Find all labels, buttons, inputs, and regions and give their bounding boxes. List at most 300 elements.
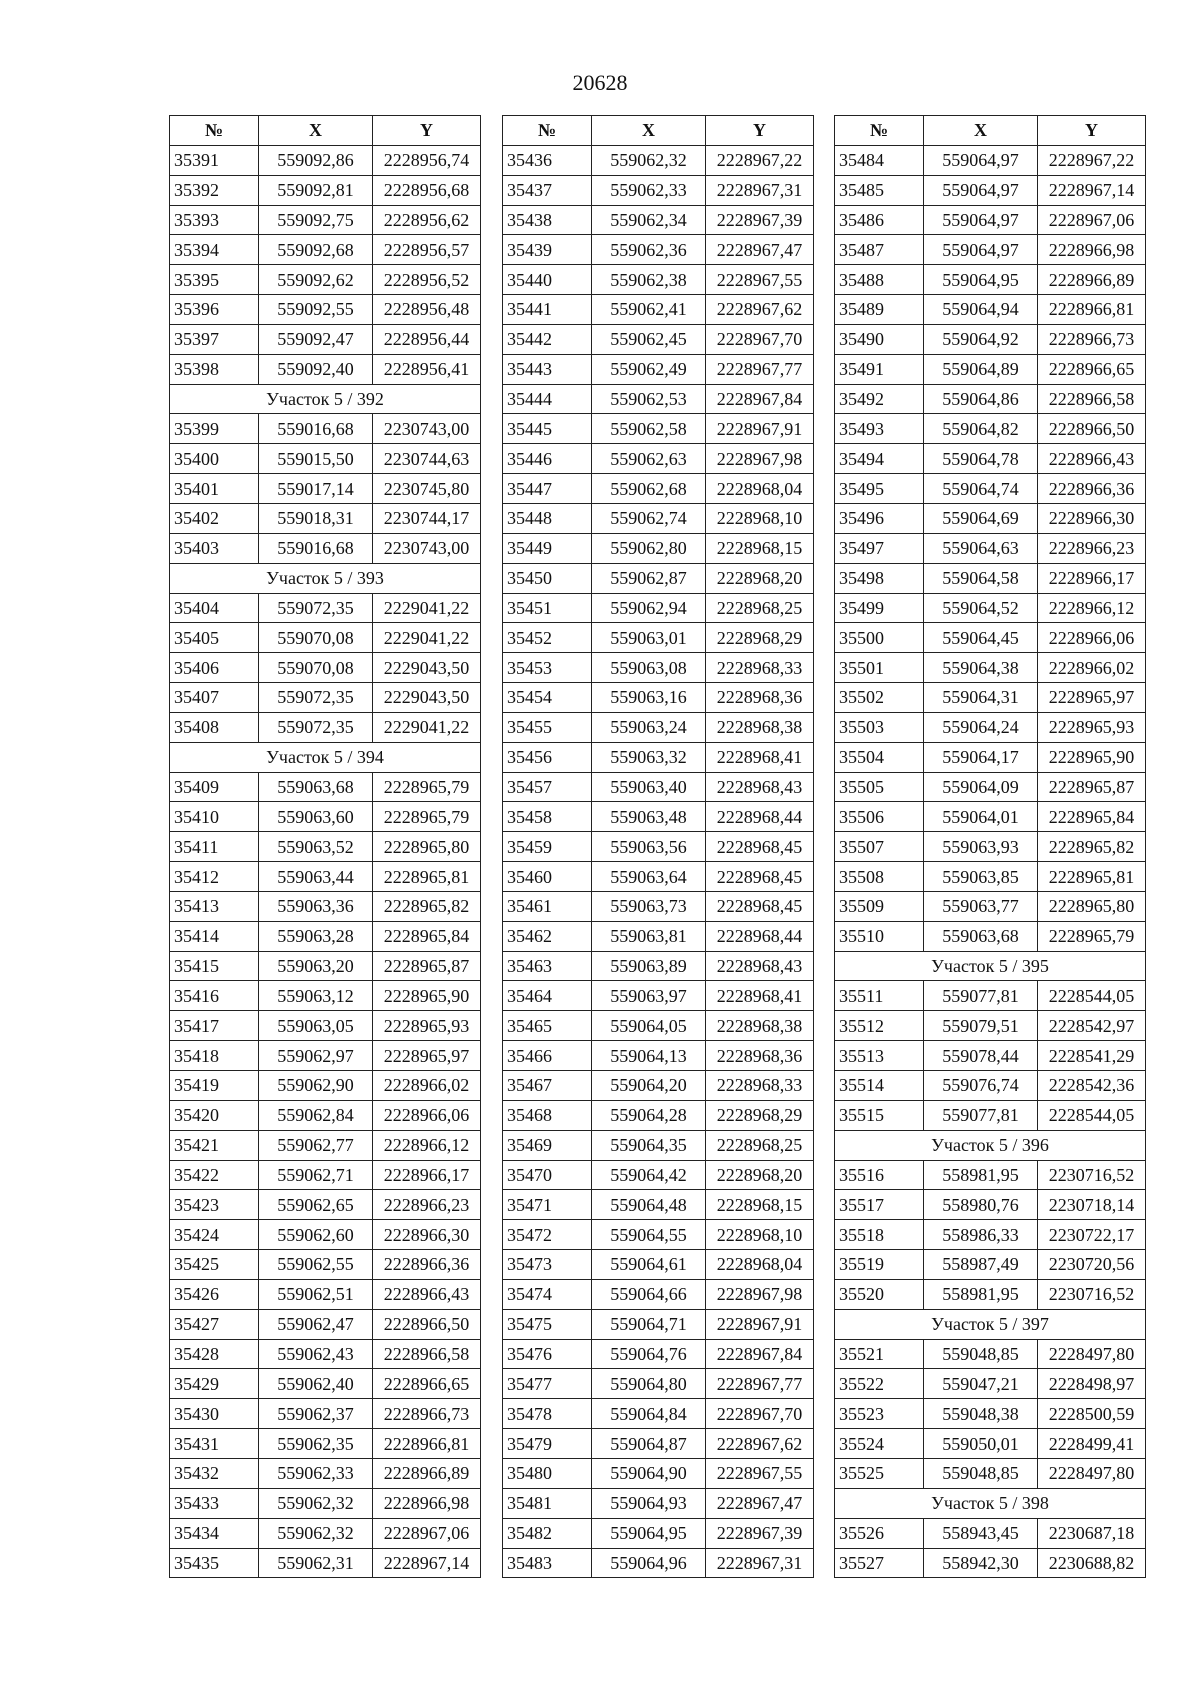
x-coordinate-cell: 559070,08	[259, 653, 373, 683]
x-coordinate-cell: 559064,38	[924, 653, 1038, 683]
x-coordinate-cell: 559062,34	[592, 205, 706, 235]
y-coordinate-cell: 2228968,41	[706, 981, 814, 1011]
y-coordinate-cell: 2228966,89	[1038, 265, 1146, 295]
y-coordinate-cell: 2229043,50	[373, 683, 481, 713]
table-row	[170, 832, 481, 862]
parcel-label: Участок 5 / 395	[835, 951, 1146, 981]
x-coordinate-cell: 558981,95	[924, 1279, 1038, 1309]
y-coordinate-cell: 2228965,79	[373, 802, 481, 832]
x-coordinate-cell: 559062,77	[259, 1130, 373, 1160]
x-coordinate-cell: 559062,32	[592, 145, 706, 175]
table-row	[835, 414, 1146, 444]
table-row	[835, 474, 1146, 504]
table-row	[170, 1548, 481, 1578]
table-row	[503, 474, 814, 504]
table-row	[503, 145, 814, 175]
column-header-number: №	[170, 116, 259, 146]
table-row	[170, 1011, 481, 1041]
x-coordinate-cell: 559063,52	[259, 832, 373, 862]
point-number-cell: 35468	[503, 1100, 592, 1130]
column-header-y: Y	[706, 116, 814, 146]
y-coordinate-cell: 2228966,23	[373, 1190, 481, 1220]
y-coordinate-cell: 2228967,62	[706, 295, 814, 325]
y-coordinate-cell: 2228968,15	[706, 533, 814, 563]
y-coordinate-cell: 2228966,02	[1038, 653, 1146, 683]
x-coordinate-cell: 559063,85	[924, 862, 1038, 892]
y-coordinate-cell: 2228967,47	[706, 235, 814, 265]
table-row	[503, 1190, 814, 1220]
table-row	[170, 265, 481, 295]
point-number-cell: 35461	[503, 891, 592, 921]
x-coordinate-cell: 559062,35	[259, 1429, 373, 1459]
y-coordinate-cell: 2229041,22	[373, 623, 481, 653]
x-coordinate-cell: 559063,64	[592, 862, 706, 892]
parcel-label: Участок 5 / 397	[835, 1309, 1146, 1339]
table-row	[835, 444, 1146, 474]
point-number-cell: 35391	[170, 145, 259, 175]
table-row	[503, 1130, 814, 1160]
parcel-label: Участок 5 / 398	[835, 1488, 1146, 1518]
table-row	[503, 444, 814, 474]
parcel-section-row	[170, 563, 481, 593]
y-coordinate-cell: 2228966,58	[1038, 384, 1146, 414]
y-coordinate-cell: 2228966,65	[1038, 354, 1146, 384]
x-coordinate-cell: 558980,76	[924, 1190, 1038, 1220]
x-coordinate-cell: 559062,37	[259, 1399, 373, 1429]
x-coordinate-cell: 559018,31	[259, 503, 373, 533]
table-row	[835, 563, 1146, 593]
table-row	[835, 683, 1146, 713]
table-row	[170, 653, 481, 683]
table-header-row	[170, 116, 481, 146]
point-number-cell: 35459	[503, 832, 592, 862]
table-row	[170, 802, 481, 832]
x-coordinate-cell: 559063,40	[592, 772, 706, 802]
x-coordinate-cell: 559062,33	[592, 175, 706, 205]
table-row	[835, 324, 1146, 354]
point-number-cell: 35493	[835, 414, 924, 444]
table-row	[170, 1250, 481, 1280]
point-number-cell: 35469	[503, 1130, 592, 1160]
coordinates-table-right	[834, 115, 1146, 1578]
x-coordinate-cell: 559070,08	[259, 623, 373, 653]
y-coordinate-cell: 2228966,06	[373, 1100, 481, 1130]
table-row	[835, 1518, 1146, 1548]
table-row	[170, 295, 481, 325]
table-row	[503, 503, 814, 533]
table-row	[835, 891, 1146, 921]
table-row	[835, 862, 1146, 892]
y-coordinate-cell: 2228965,79	[1038, 921, 1146, 951]
table-row	[170, 414, 481, 444]
point-number-cell: 35516	[835, 1160, 924, 1190]
y-coordinate-cell: 2228966,43	[373, 1279, 481, 1309]
point-number-cell: 35452	[503, 623, 592, 653]
table-row	[835, 145, 1146, 175]
x-coordinate-cell: 559062,38	[592, 265, 706, 295]
point-number-cell: 35523	[835, 1399, 924, 1429]
y-coordinate-cell: 2228965,87	[1038, 772, 1146, 802]
x-coordinate-cell: 559064,52	[924, 593, 1038, 623]
x-coordinate-cell: 559062,68	[592, 474, 706, 504]
table-row	[170, 474, 481, 504]
y-coordinate-cell: 2228968,43	[706, 772, 814, 802]
y-coordinate-cell: 2228967,14	[1038, 175, 1146, 205]
y-coordinate-cell: 2228967,14	[373, 1548, 481, 1578]
y-coordinate-cell: 2228968,41	[706, 742, 814, 772]
point-number-cell: 35451	[503, 593, 592, 623]
point-number-cell: 35508	[835, 862, 924, 892]
coordinates-table-left	[169, 115, 481, 1578]
point-number-cell: 35448	[503, 503, 592, 533]
y-coordinate-cell: 2228966,50	[1038, 414, 1146, 444]
point-number-cell: 35486	[835, 205, 924, 235]
table-row	[503, 1429, 814, 1459]
table-row	[503, 354, 814, 384]
table-row	[170, 235, 481, 265]
x-coordinate-cell: 559064,01	[924, 802, 1038, 832]
table-row	[835, 295, 1146, 325]
table-row	[835, 802, 1146, 832]
y-coordinate-cell: 2228956,41	[373, 354, 481, 384]
x-coordinate-cell: 559064,17	[924, 742, 1038, 772]
x-coordinate-cell: 559050,01	[924, 1429, 1038, 1459]
point-number-cell: 35441	[503, 295, 592, 325]
point-number-cell: 35488	[835, 265, 924, 295]
parcel-section-row	[170, 384, 481, 414]
x-coordinate-cell: 559064,97	[924, 235, 1038, 265]
table-row	[835, 1041, 1146, 1071]
point-number-cell: 35478	[503, 1399, 592, 1429]
point-number-cell: 35485	[835, 175, 924, 205]
y-coordinate-cell: 2228968,43	[706, 951, 814, 981]
table-row	[503, 205, 814, 235]
x-coordinate-cell: 559064,13	[592, 1041, 706, 1071]
y-coordinate-cell: 2228967,06	[373, 1518, 481, 1548]
point-number-cell: 35509	[835, 891, 924, 921]
x-coordinate-cell: 559063,36	[259, 891, 373, 921]
x-coordinate-cell: 559072,35	[259, 593, 373, 623]
y-coordinate-cell: 2228968,44	[706, 921, 814, 951]
point-number-cell: 35398	[170, 354, 259, 384]
point-number-cell: 35500	[835, 623, 924, 653]
table-row	[835, 205, 1146, 235]
table-row	[503, 951, 814, 981]
point-number-cell: 35447	[503, 474, 592, 504]
table-row	[835, 832, 1146, 862]
point-number-cell: 35438	[503, 205, 592, 235]
coordinates-table-middle	[502, 115, 814, 1578]
point-number-cell: 35402	[170, 503, 259, 533]
x-coordinate-cell: 559064,95	[924, 265, 1038, 295]
table-row	[503, 1339, 814, 1369]
point-number-cell: 35499	[835, 593, 924, 623]
x-coordinate-cell: 559063,08	[592, 653, 706, 683]
point-number-cell: 35424	[170, 1220, 259, 1250]
point-number-cell: 35470	[503, 1160, 592, 1190]
y-coordinate-cell: 2228498,97	[1038, 1369, 1146, 1399]
point-number-cell: 35439	[503, 235, 592, 265]
y-coordinate-cell: 2228968,04	[706, 1250, 814, 1280]
table-row	[503, 683, 814, 713]
x-coordinate-cell: 559063,05	[259, 1011, 373, 1041]
point-number-cell: 35527	[835, 1548, 924, 1578]
y-coordinate-cell: 2228968,45	[706, 891, 814, 921]
x-coordinate-cell: 559064,92	[924, 324, 1038, 354]
y-coordinate-cell: 2228967,84	[706, 1339, 814, 1369]
x-coordinate-cell: 559063,60	[259, 802, 373, 832]
y-coordinate-cell: 2228965,90	[1038, 742, 1146, 772]
point-number-cell: 35520	[835, 1279, 924, 1309]
y-coordinate-cell: 2228967,77	[706, 1369, 814, 1399]
table-row	[170, 324, 481, 354]
x-coordinate-cell: 559062,33	[259, 1458, 373, 1488]
point-number-cell: 35463	[503, 951, 592, 981]
y-coordinate-cell: 2228965,84	[1038, 802, 1146, 832]
table-row	[170, 1100, 481, 1130]
x-coordinate-cell: 559048,38	[924, 1399, 1038, 1429]
y-coordinate-cell: 2228956,62	[373, 205, 481, 235]
x-coordinate-cell: 559063,48	[592, 802, 706, 832]
point-number-cell: 35423	[170, 1190, 259, 1220]
y-coordinate-cell: 2228500,59	[1038, 1399, 1146, 1429]
table-row	[170, 981, 481, 1011]
y-coordinate-cell: 2230745,80	[373, 474, 481, 504]
table-row	[503, 1309, 814, 1339]
point-number-cell: 35472	[503, 1220, 592, 1250]
table-row	[503, 921, 814, 951]
table-row	[170, 1339, 481, 1369]
y-coordinate-cell: 2228499,41	[1038, 1429, 1146, 1459]
parcel-section-row	[835, 951, 1146, 981]
y-coordinate-cell: 2230718,14	[1038, 1190, 1146, 1220]
point-number-cell: 35407	[170, 683, 259, 713]
point-number-cell: 35466	[503, 1041, 592, 1071]
y-coordinate-cell: 2228965,82	[373, 891, 481, 921]
y-coordinate-cell: 2228967,70	[706, 324, 814, 354]
y-coordinate-cell: 2228967,91	[706, 1309, 814, 1339]
x-coordinate-cell: 559064,89	[924, 354, 1038, 384]
table-row	[835, 354, 1146, 384]
y-coordinate-cell: 2228968,33	[706, 1071, 814, 1101]
y-coordinate-cell: 2228542,36	[1038, 1071, 1146, 1101]
x-coordinate-cell: 559063,73	[592, 891, 706, 921]
table-row	[835, 1160, 1146, 1190]
x-coordinate-cell: 559064,20	[592, 1071, 706, 1101]
x-coordinate-cell: 559062,31	[259, 1548, 373, 1578]
table-row	[835, 533, 1146, 563]
x-coordinate-cell: 559092,75	[259, 205, 373, 235]
x-coordinate-cell: 559062,51	[259, 1279, 373, 1309]
y-coordinate-cell: 2228967,06	[1038, 205, 1146, 235]
table-row	[503, 324, 814, 354]
x-coordinate-cell: 559017,14	[259, 474, 373, 504]
table-row	[170, 951, 481, 981]
y-coordinate-cell: 2230722,17	[1038, 1220, 1146, 1250]
table-row	[170, 1518, 481, 1548]
x-coordinate-cell: 559077,81	[924, 1100, 1038, 1130]
table-row	[835, 1011, 1146, 1041]
column-header-x: X	[259, 116, 373, 146]
point-number-cell: 35409	[170, 772, 259, 802]
table-row	[835, 1369, 1146, 1399]
y-coordinate-cell: 2228966,58	[373, 1339, 481, 1369]
point-number-cell: 35433	[170, 1488, 259, 1518]
column-header-y: Y	[373, 116, 481, 146]
point-number-cell: 35467	[503, 1071, 592, 1101]
point-number-cell: 35431	[170, 1429, 259, 1459]
point-number-cell: 35525	[835, 1458, 924, 1488]
point-number-cell: 35495	[835, 474, 924, 504]
point-number-cell: 35510	[835, 921, 924, 951]
y-coordinate-cell: 2228966,81	[373, 1429, 481, 1459]
y-coordinate-cell: 2228966,43	[1038, 444, 1146, 474]
table-row	[503, 653, 814, 683]
point-number-cell: 35414	[170, 921, 259, 951]
point-number-cell: 35503	[835, 712, 924, 742]
y-coordinate-cell: 2228968,36	[706, 1041, 814, 1071]
point-number-cell: 35519	[835, 1250, 924, 1280]
y-coordinate-cell: 2228544,05	[1038, 1100, 1146, 1130]
point-number-cell: 35436	[503, 145, 592, 175]
table-row	[835, 1250, 1146, 1280]
table-row	[503, 832, 814, 862]
table-row	[835, 1279, 1146, 1309]
table-row	[170, 772, 481, 802]
point-number-cell: 35501	[835, 653, 924, 683]
table-row	[170, 145, 481, 175]
point-number-cell: 35449	[503, 533, 592, 563]
point-number-cell: 35457	[503, 772, 592, 802]
table-row	[503, 533, 814, 563]
point-number-cell: 35497	[835, 533, 924, 563]
table-row	[170, 1220, 481, 1250]
point-number-cell: 35491	[835, 354, 924, 384]
table-row	[503, 891, 814, 921]
point-number-cell: 35445	[503, 414, 592, 444]
y-coordinate-cell: 2228966,65	[373, 1369, 481, 1399]
x-coordinate-cell: 559048,85	[924, 1458, 1038, 1488]
x-coordinate-cell: 559063,77	[924, 891, 1038, 921]
column-header-y: Y	[1038, 116, 1146, 146]
table-row	[170, 175, 481, 205]
y-coordinate-cell: 2230716,52	[1038, 1160, 1146, 1190]
point-number-cell: 35397	[170, 324, 259, 354]
x-coordinate-cell: 559063,28	[259, 921, 373, 951]
x-coordinate-cell: 559063,93	[924, 832, 1038, 862]
table-row	[503, 802, 814, 832]
x-coordinate-cell: 558986,33	[924, 1220, 1038, 1250]
y-coordinate-cell: 2230744,17	[373, 503, 481, 533]
y-coordinate-cell: 2228497,80	[1038, 1339, 1146, 1369]
table-row	[835, 742, 1146, 772]
x-coordinate-cell: 559062,71	[259, 1160, 373, 1190]
point-number-cell: 35417	[170, 1011, 259, 1041]
point-number-cell: 35420	[170, 1100, 259, 1130]
table-row	[170, 503, 481, 533]
table-row	[503, 862, 814, 892]
x-coordinate-cell: 559064,71	[592, 1309, 706, 1339]
point-number-cell: 35393	[170, 205, 259, 235]
x-coordinate-cell: 559016,68	[259, 414, 373, 444]
point-number-cell: 35481	[503, 1488, 592, 1518]
x-coordinate-cell: 558987,49	[924, 1250, 1038, 1280]
x-coordinate-cell: 559063,24	[592, 712, 706, 742]
y-coordinate-cell: 2228966,73	[1038, 324, 1146, 354]
table-row	[503, 1488, 814, 1518]
table-row	[170, 891, 481, 921]
x-coordinate-cell: 559072,35	[259, 712, 373, 742]
y-coordinate-cell: 2230688,82	[1038, 1548, 1146, 1578]
x-coordinate-cell: 559064,63	[924, 533, 1038, 563]
point-number-cell: 35460	[503, 862, 592, 892]
x-coordinate-cell: 559064,28	[592, 1100, 706, 1130]
y-coordinate-cell: 2228968,04	[706, 474, 814, 504]
y-coordinate-cell: 2228967,98	[706, 1279, 814, 1309]
table-row	[170, 1041, 481, 1071]
point-number-cell: 35413	[170, 891, 259, 921]
y-coordinate-cell: 2228967,55	[706, 265, 814, 295]
x-coordinate-cell: 559062,45	[592, 324, 706, 354]
x-coordinate-cell: 559064,87	[592, 1429, 706, 1459]
point-number-cell: 35522	[835, 1369, 924, 1399]
point-number-cell: 35473	[503, 1250, 592, 1280]
point-number-cell: 35517	[835, 1190, 924, 1220]
table-row	[503, 1369, 814, 1399]
x-coordinate-cell: 559064,94	[924, 295, 1038, 325]
point-number-cell: 35489	[835, 295, 924, 325]
x-coordinate-cell: 559062,32	[259, 1518, 373, 1548]
point-number-cell: 35524	[835, 1429, 924, 1459]
table-row	[170, 921, 481, 951]
y-coordinate-cell: 2228966,12	[1038, 593, 1146, 623]
y-coordinate-cell: 2230687,18	[1038, 1518, 1146, 1548]
point-number-cell: 35462	[503, 921, 592, 951]
table-row	[835, 921, 1146, 951]
y-coordinate-cell: 2228965,93	[1038, 712, 1146, 742]
y-coordinate-cell: 2228966,06	[1038, 623, 1146, 653]
y-coordinate-cell: 2228956,57	[373, 235, 481, 265]
table-row	[835, 1220, 1146, 1250]
table-row	[170, 623, 481, 653]
y-coordinate-cell: 2228968,10	[706, 1220, 814, 1250]
y-coordinate-cell: 2228968,25	[706, 593, 814, 623]
x-coordinate-cell: 559063,44	[259, 862, 373, 892]
x-coordinate-cell: 559064,42	[592, 1160, 706, 1190]
point-number-cell: 35498	[835, 563, 924, 593]
x-coordinate-cell: 559063,89	[592, 951, 706, 981]
point-number-cell: 35506	[835, 802, 924, 832]
point-number-cell: 35479	[503, 1429, 592, 1459]
x-coordinate-cell: 559062,53	[592, 384, 706, 414]
y-coordinate-cell: 2230720,56	[1038, 1250, 1146, 1280]
x-coordinate-cell: 559064,55	[592, 1220, 706, 1250]
x-coordinate-cell: 559064,95	[592, 1518, 706, 1548]
x-coordinate-cell: 559076,74	[924, 1071, 1038, 1101]
table-row	[835, 384, 1146, 414]
x-coordinate-cell: 559062,65	[259, 1190, 373, 1220]
x-coordinate-cell: 559063,20	[259, 951, 373, 981]
x-coordinate-cell: 559064,97	[924, 205, 1038, 235]
point-number-cell: 35395	[170, 265, 259, 295]
y-coordinate-cell: 2228968,25	[706, 1130, 814, 1160]
table-row	[503, 1220, 814, 1250]
x-coordinate-cell: 559062,47	[259, 1309, 373, 1339]
x-coordinate-cell: 559064,74	[924, 474, 1038, 504]
x-coordinate-cell: 559062,32	[259, 1488, 373, 1518]
y-coordinate-cell: 2228968,20	[706, 563, 814, 593]
point-number-cell: 35392	[170, 175, 259, 205]
